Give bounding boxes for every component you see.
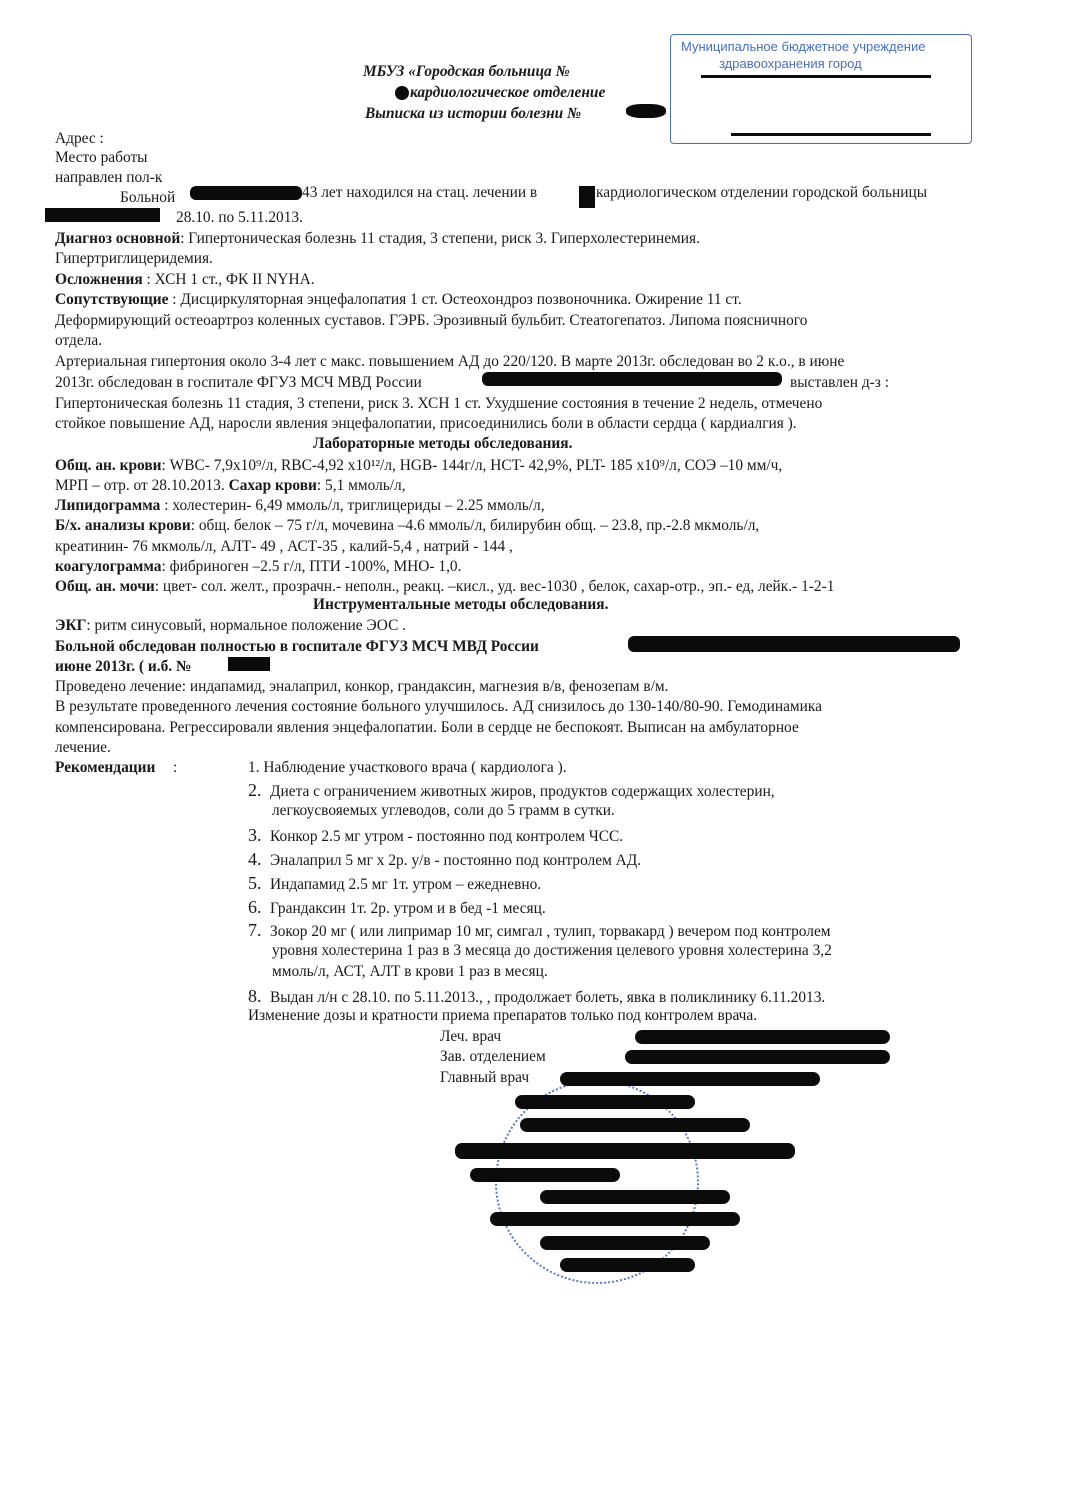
- redaction-mark: [628, 636, 960, 652]
- anamnesis-line-1: Артериальная гипертония около 3-4 лет с макс. повышением АД до 220/120. В марте 2013г. обследован во 2 к.о., в июне: [55, 353, 845, 370]
- redaction-mark: [470, 1168, 620, 1182]
- redaction-mark: [455, 1143, 795, 1159]
- rec-item-6: [248, 897, 546, 919]
- lab-cbc: [55, 456, 782, 476]
- rec-text: Выдан л/н с 28.10. по 5.11.2013., , продолжает болеть, явка в поликлинику 6.11.2013.: [270, 989, 826, 1006]
- concomitant-label: Сопутствующие: [55, 291, 169, 308]
- rec-item-7-cont-1: уровня холестерина 1 раз в 3 месяца до достижения целевого уровня холестерина 3,2: [272, 942, 832, 959]
- lab-coag: [55, 557, 461, 577]
- rec-num: 3.: [248, 825, 262, 845]
- ecg-label: ЭКГ: [55, 617, 87, 634]
- lab-mrp-sugar: [55, 476, 406, 496]
- redaction-mark: [515, 1095, 695, 1109]
- diagnosis-main-cont: Гипертриглицеридемия.: [55, 250, 213, 267]
- rec-item-1: [248, 758, 567, 778]
- rec-text: Индапамид 2.5 мг 1т. утром – ежедневно.: [270, 876, 542, 893]
- redaction-mark: [520, 1118, 750, 1132]
- concomitant-text: : Дисциркуляторная энцефалопатия 1 ст. Остеохондроз позвоночника. Ожирение 11 ст.: [168, 291, 742, 308]
- anamnesis-line-2b: выставлен д-з :: [790, 374, 890, 391]
- hospital-name: МБУЗ «Городская больница №: [363, 63, 570, 80]
- rec-num: 7.: [248, 920, 262, 940]
- patient-intro-name-label: Больной: [120, 189, 176, 206]
- diagnosis-main-text: : Гипертоническая болезнь 11 стадия, 3 степени, риск 3. Гиперхолестеринемия.: [180, 230, 700, 247]
- rec-item-2-cont: легкоусвояемых углеводов, соли до 5 грамм в сутки.: [272, 802, 615, 819]
- coag-label: коагулограмма: [55, 558, 162, 575]
- stamp-line-2: здравоохранения город: [719, 56, 862, 71]
- diagnosis-main: [55, 229, 700, 249]
- rec-text: Наблюдение участкового врача ( кардиолога ).: [263, 759, 567, 776]
- cbc-label: Общ. ан. крови: [55, 457, 162, 474]
- redaction-mark: [635, 1030, 890, 1044]
- sign-doctor: Леч. врач: [440, 1028, 502, 1045]
- recommendations-colon: :: [173, 759, 178, 776]
- urine-text: : цвет- сол. желт., прозрачн.- неполн., реакц. –кисл., уд. вес-1030 , белок, сахар-отр., эп.- ед, лейк.- 1-2-1: [154, 578, 835, 595]
- lipid-label: Липидограмма: [55, 497, 161, 514]
- rec-text: Диета с ограничением животных жиров, продуктов содержащих холестерин,: [270, 783, 775, 800]
- instrumental-section-title: Инструментальные методы обследования.: [313, 596, 609, 613]
- anamnesis-line-2a: 2013г. обследован в госпитале ФГУЗ МСЧ МВД России: [55, 374, 422, 391]
- urine-label: Общ. ан. мочи: [55, 578, 155, 595]
- diagnosis-main-label: Диагноз основной: [55, 230, 181, 247]
- bio-label: Б/х. анализы крови: [55, 517, 191, 534]
- coag-text: : фибриноген –2.5 г/л, ПТИ -100%, МНО- 1,0.: [161, 558, 462, 575]
- concomitant-cont-1: Деформирующий остеоартроз коленных суставов. ГЭРБ. Эрозивный бульбит. Стеатогепатоз. Липома поясничного: [55, 312, 808, 329]
- rec-item-7: [248, 920, 831, 942]
- treatment-line-3: компенсирована. Регрессировали явления энцефалопатии. Боли в сердце не беспокоят. Выписан на амбулаторное: [55, 719, 799, 736]
- rec-num: 2.: [248, 780, 262, 800]
- cbc-text: : WBC- 7,9х10⁹/л, RBC-4,92 х10¹²/л, HGB- 144г/л, HCT- 42,9%, PLT- 185 х10⁹/л, СОЭ –10 мм/ч,: [161, 457, 783, 474]
- rec-item-2: [248, 780, 775, 802]
- redaction-mark: [540, 1236, 710, 1250]
- rec-text: Конкор 2.5 мг утром - постоянно под контролем ЧСС.: [270, 828, 624, 845]
- lab-lipid: [55, 496, 545, 516]
- redaction-mark: [560, 1258, 695, 1272]
- redaction-mark: [540, 1190, 730, 1204]
- rec-num: 4.: [248, 849, 262, 869]
- stamp-line-1: Муниципальное бюджетное учреждение: [681, 39, 926, 54]
- mrp-text: МРП – отр. от 28.10.2013.: [55, 477, 229, 494]
- redaction-mark: [45, 208, 160, 222]
- redaction-mark: [190, 186, 302, 200]
- address-label: Адрес :: [55, 130, 104, 147]
- complications-label: Осложнения: [55, 271, 143, 288]
- sugar-text: : 5,1 ммоль/л,: [316, 477, 406, 494]
- rec-note: Изменение дозы и кратности приема препаратов только под контролем врача.: [248, 1007, 758, 1024]
- recommendations-label: Рекомендации: [55, 759, 156, 776]
- work-label: Место работы: [55, 149, 148, 166]
- anamnesis-line-3: Гипертоническая болезнь 11 стадия, 3 степени, риск 3. ХСН 1 ст. Ухудшение состояния в течение 2 недель, отмечено: [55, 395, 823, 412]
- redaction-mark: [701, 75, 931, 78]
- lab-bio-cont: креатинин- 76 мкмоль/л, АЛТ- 49 , АСТ-35 , калий-5,4 , натрий - 144 ,: [55, 538, 513, 555]
- bio-text: : общ. белок – 75 г/л, мочевина –4.6 ммоль/л, билирубин общ. – 23.8, пр.-2.8 мкмоль/л,: [190, 517, 760, 534]
- sugar-label: Сахар крови: [228, 477, 317, 494]
- concomitant-cont-2: отдела.: [55, 332, 103, 349]
- department-name: кардиологическое отделение: [410, 84, 606, 101]
- institution-stamp: [670, 34, 972, 144]
- treatment-line-2: В результате проведенного лечения состояние больного улучшилось. АД снизилось до 130-140/80-90. Гемодинамика: [55, 698, 822, 715]
- redaction-mark: [626, 104, 666, 118]
- seal-stamp: [495, 1080, 699, 1284]
- sign-head: Зав. отделением: [440, 1048, 546, 1065]
- treatment-line-1: Проведено лечение: индапамид, эналаприл, конкор, грандаксин, магнезия в/в, фенозепам в/м.: [55, 678, 669, 695]
- redaction-mark: [560, 1072, 820, 1086]
- lab-urine: [55, 577, 834, 597]
- rec-item-8: [248, 986, 825, 1008]
- ecg: [55, 616, 406, 636]
- patient-age-stay: 43 лет находился на стац. лечении в: [302, 184, 538, 201]
- rec-num: 1.: [248, 759, 260, 776]
- full-exam-line-2: июне 2013г. ( и.б. №: [55, 658, 192, 675]
- rec-text: Зокор 20 мг ( или липримар 10 мг, симгал , тулип, торвакард ) вечером под контролем: [270, 923, 831, 940]
- rec-item-4: [248, 849, 641, 871]
- diagnosis-complications: [55, 270, 315, 290]
- lab-bio: [55, 516, 759, 536]
- redaction-mark: [579, 186, 595, 208]
- lipid-text: : холестерин- 6,49 ммоль/л, триглицериды – 2.25 ммоль/л,: [160, 497, 545, 514]
- rec-item-7-cont-2: ммоль/л, АСТ, АЛТ в крови 1 раз в месяц.: [272, 963, 548, 980]
- anamnesis-line-4: стойкое повышение АД, наросли явления энцефалопатии, присоединились боли в области сердца ( кардиалгия ).: [55, 415, 797, 432]
- stay-dates: 28.10. по 5.11.2013.: [176, 209, 303, 226]
- rec-num: 8.: [248, 986, 262, 1006]
- redaction-mark: [625, 1050, 890, 1064]
- rec-num: 6.: [248, 897, 262, 917]
- redaction-mark: [482, 372, 782, 386]
- redaction-mark: [228, 657, 270, 671]
- complications-text: : ХСН 1 ст., ФК II NYHA.: [142, 271, 315, 288]
- redaction-mark: [731, 133, 931, 136]
- diagnosis-concomitant: [55, 290, 742, 310]
- rec-item-3: [248, 825, 623, 847]
- document-title: Выписка из истории болезни №: [365, 105, 582, 122]
- referred-label: направлен пол-к: [55, 169, 163, 186]
- redaction-mark: [490, 1212, 740, 1226]
- patient-department: кардиологическом отделении городской больницы: [596, 184, 928, 201]
- treatment-line-4: лечение.: [55, 739, 111, 756]
- full-exam-line-1: Больной обследован полностью в госпитале ФГУЗ МСЧ МВД России: [55, 638, 539, 655]
- rec-num: 5.: [248, 873, 262, 893]
- rec-text: Эналаприл 5 мг х 2р. у/в - постоянно под контролем АД.: [270, 852, 642, 869]
- rec-text: Грандаксин 1т. 2р. утром и в бед -1 месяц.: [270, 900, 546, 917]
- lab-section-title: Лабораторные методы обследования.: [313, 435, 573, 452]
- redaction-mark: [395, 86, 409, 100]
- rec-item-5: [248, 873, 541, 895]
- sign-chief: Главный врач: [440, 1069, 530, 1086]
- ecg-text: : ритм синусовый, нормальное положение ЭОС .: [86, 617, 407, 634]
